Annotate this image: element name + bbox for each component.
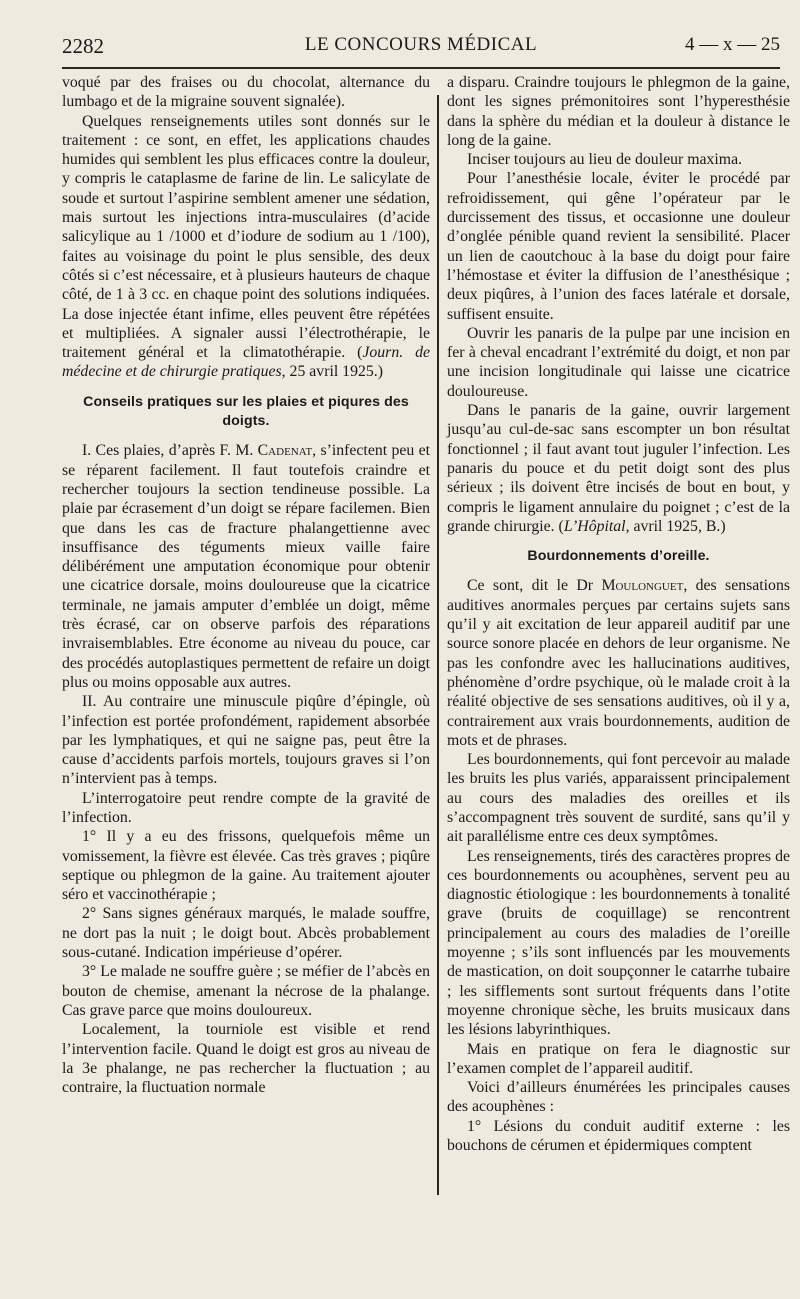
paragraph: Les bourdonnements, qui font percevoir au malade les bruits les plus variés, apparaissent principalement au cours des maladies des oreilles et ils s’accompagnent très souvent de surdité, sans qu’il y ait parallélisme entre ces deux symptômes.	[447, 751, 790, 846]
paragraph: Localement, la tourniole est visible et rend l’intervention facile. Quand le doigt est gros au niveau de la 3e phalange, ne pas rechercher la fluctuation ; au contraire, la fluctuation normale	[62, 1021, 430, 1097]
section-heading: Bourdonnements d’oreille.	[527, 548, 710, 565]
paragraph: Dans le panaris de la gaine, ouvrir largement jusqu’au cul-de-sac sans escompter un bon résultat fonctionnel ; il faut avant tout juguler l’infection. Les panaris du pouce et du petit doigt sont des plus sérieux ; ils doivent être incisés de bout en bout, y compris le ligament annulaire du poignet ; c’est de la grande chirurgie. (L’Hôpital, avril 1925, B.)	[447, 402, 790, 535]
journal-title: LE CONCOURS MÉDICAL	[304, 34, 538, 55]
citation: Journ. de médecine et de chirurgie pratiques	[62, 344, 430, 381]
paragraph: Inciser toujours au lieu de douleur maxima.	[467, 151, 743, 169]
issue-date: 4 — x — 25	[685, 34, 780, 55]
column-divider	[437, 95, 439, 1195]
paragraph: I. Ces plaies, d’après F. M. Cadenat, s’infectent peu et se réparent facilement. Il faut toutefois craindre et rechercher toujours la section tendineuse possible. La plaie par écrasement d’un doigt se répare facilemen. Bien que dans les cas de fracture phalangettienne avec insuffisance des téguments mieux vaille faire délibérément une amputation économique pour obtenir une cicatrice dorsale, moins douloureuse que la cicatrice terminale, ne jamais amputer d’emblée un doigt, même très écrasé, car on observe parfois des réparations invraisemblables. Etre économe au niveau du pouce, car des procédés autoplastiques permettent de refaire un doigt plus ou moins opposable aux autres.	[62, 442, 430, 691]
paragraph: 3° Le malade ne souffre guère ; se méfier de l’abcès en bouton de chemise, amenant la nécrose de la phalange. Cas grave parce que moins douloureux.	[62, 963, 430, 1019]
left-column	[62, 73, 430, 1097]
paragraph: 2° Sans signes généraux marqués, le malade souffre, ne dort pas la nuit ; le doigt bout. Abcès probablement sous-cutané. Indication impérieuse d’opérer.	[62, 905, 430, 962]
paragraph: Ce sont, dit le Dr Moulonguet, des sensations auditives anormales perçues par certains sujets sans qu’il y ait excitation de leur appareil auditif par une source sonore placée en dehors de leur organisme. Ne pas les confondre avec les hallucinations auditives, phénomène d’ordre psychique, où le malade croit à la réalité objective de ses sensations auditives, où il y a, contrairement aux vrais bourdonnements, audition de mots et de phrases.	[447, 577, 790, 749]
paragraph: a disparu. Craindre toujours le phlegmon de la gaine, dont les signes prémonitoires sont l’hyperesthésie dans la sphère du médian et la douleur à distance le long de la gaine.	[447, 74, 790, 149]
paragraph: Mais en pratique on fera le diagnostic sur l’examen complet de l’appareil auditif.	[447, 1040, 790, 1077]
paragraph: Quelques renseignements utiles sont donnés sur le traitement : ce sont, en effet, les applications chaudes humides qui semblent les plus efficaces contre la douleur, y compris le cataplasme de farine de lin. Le salicylate de soude et surtout l’aspirine semblent amener une sédation, mais surtout les injections intra-musculaires (d’acide salicylique au 1 /1000 et d’iodure de sodium au 1 /100), faites au voisinage du point le plus sensible, des deux côtés si c’est nécessaire, et à plusieurs hauteurs de chaque côté, de 1 à 3 cc. en chaque point des solutions indiquées. La dose injectée étant infime, elles peuvent être répétées et multipliées. A signaler aussi l’électrothérapie, le traitement général et la climatothérapie. (Journ. de médecine et de chirurgie pratiques, 25 avril 1925.)	[62, 112, 430, 381]
paragraph: 1° Lésions du conduit auditif externe : les bouchons de cérumen et épidermiques comptent	[447, 1117, 790, 1155]
right-column	[447, 73, 790, 1155]
page-header	[62, 34, 780, 62]
paragraph: voqué par des fraises ou du chocolat, alternance du lumbago et de la migraine souvent signalée).	[62, 74, 430, 111]
paragraph: Les renseignements, tirés des caractères propres de ces bourdonnements ou acouphènes, servent peu au diagnostic étiologique : les bourdonnements à tonalité grave (bruits de coquillage) se rencontrent principalement au cours des maladies de l’oreille moyenne ; s’ils sont influencés par les mouvements de mastication, on doit soupçonner le catarrhe tubaire ; les sifflements sont surtout fréquents dans l’otite moyenne chronique sèche, les bruits musicaux dans les lésions labyrinthiques.	[447, 847, 790, 1039]
paragraph: II. Au contraire une minuscule piqûre d’épingle, où l’infection est portée profondément, rapidement absorbée par les lymphatiques, et qui ne saigne pas, peut être la cause d’accidents parfois mortels, toujours graves si l’on n’intervient pas à temps.	[62, 693, 430, 788]
paragraph: Pour l’anesthésie locale, éviter le procédé par refroidissement, qui gêne l’opérateur par le durcissement des tissus, et occasionne une douleur d’onglée pénible quand revient la sensibilité. Placer un lien de caoutchouc à la base du doigt pour faire l’hémostase et éviter la diffusion de l’anesthésique ; deux piqûres, à l’union des faces latérale et dorsale, suffisent ensuite.	[447, 170, 790, 323]
citation: L’Hôpital	[563, 517, 626, 535]
section-heading: Conseils pratiques sur les plaies et piqures des doigts.	[83, 393, 409, 430]
paragraph: Voici d’ailleurs énumérées les principales causes des acouphènes :	[447, 1079, 790, 1116]
paragraph: Ouvrir les panaris de la pulpe par une incision en fer à cheval encadrant l’extrémité du doigt, et non par une incision longitudinale qui laisse une cicatrice douloureuse.	[447, 324, 790, 400]
paragraph: L’interrogatoire peut rendre compte de la gravité de l’infection.	[62, 789, 430, 826]
author-name: Moulonguet	[601, 577, 684, 595]
paragraph: 1° Il y a eu des frissons, quelquefois même un vomissement, la fièvre est élevée. Cas très graves ; piqûre septique ou phlegmon de la gaine. Au traitement ajouter séro et vaccinothérapie ;	[62, 828, 430, 904]
author-name: Cadenat	[257, 442, 313, 460]
page-number: 2282	[62, 34, 104, 58]
header-rule	[62, 67, 780, 69]
